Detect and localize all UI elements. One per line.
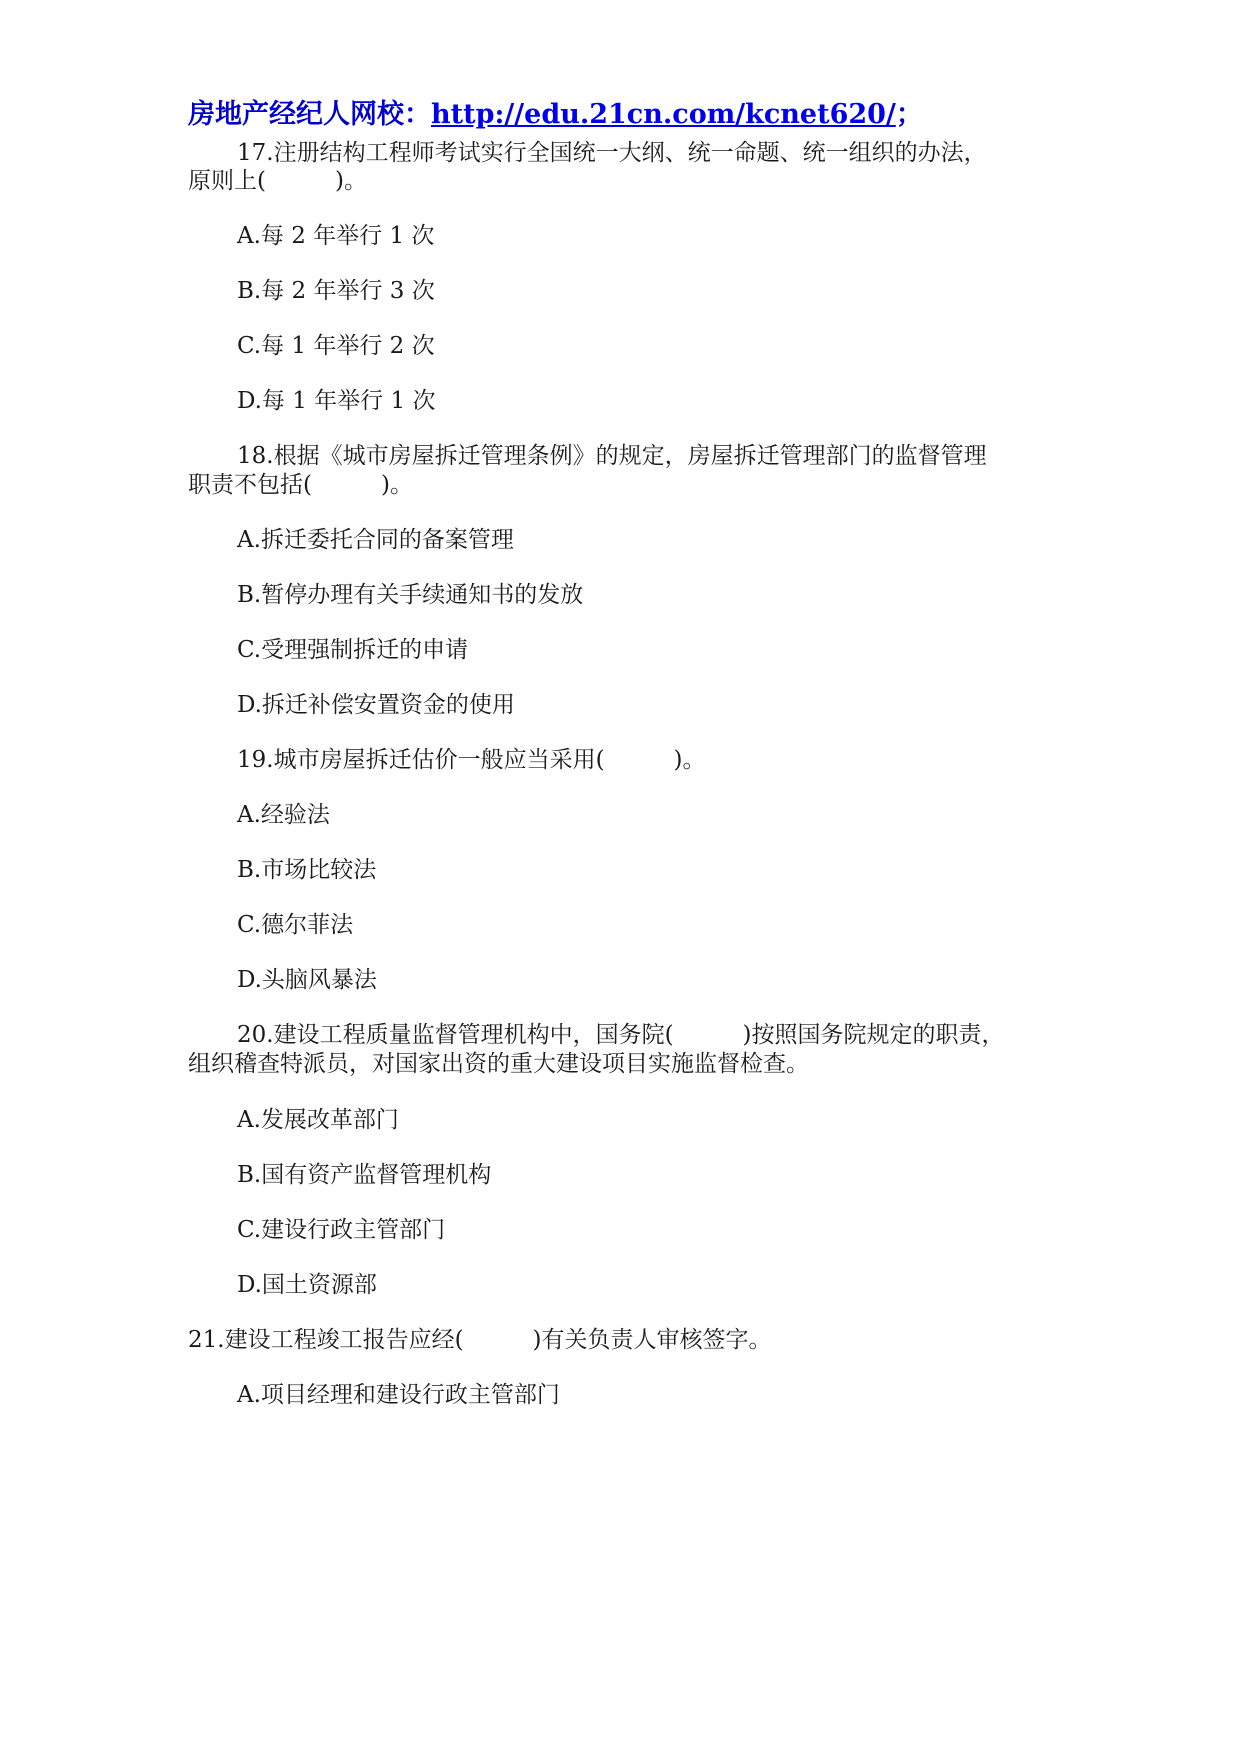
question-20-option-d: D.国土资源部	[237, 1272, 377, 1298]
question-18-line-1: 18.根据《城市房屋拆迁管理条例》的规定，房屋拆迁管理部门的监督管理	[237, 443, 987, 469]
question-20-option-a: A.发展改革部门	[237, 1107, 399, 1133]
question-18-option-d: D.拆迁补偿安置资金的使用	[237, 692, 515, 718]
question-18-option-c: C.受理强制拆迁的申请	[237, 637, 469, 663]
question-19-option-c: C.德尔菲法	[237, 912, 354, 938]
school-link[interactable]: http://edu.21cn.com/kcnet620/	[431, 99, 896, 130]
question-17-option-a: A.每 2 年举行 1 次	[237, 223, 435, 249]
question-19-option-a: A.经验法	[237, 802, 330, 828]
question-17-option-c: C.每 1 年举行 2 次	[237, 333, 435, 359]
header-suffix: ；	[895, 99, 923, 130]
question-17-option-d: D.每 1 年举行 1 次	[237, 388, 436, 414]
question-19-option-d: D.头脑风暴法	[237, 967, 377, 993]
header	[188, 92, 923, 131]
question-19-line-1: 19.城市房屋拆迁估价一般应当采用( )。	[237, 747, 706, 773]
question-20-option-c: C.建设行政主管部门	[237, 1217, 446, 1243]
question-17-line-2: 原则上( )。	[188, 168, 367, 194]
question-20-option-b: B.国有资产监督管理机构	[237, 1162, 492, 1188]
question-18-option-b: B.暂停办理有关手续通知书的发放	[237, 582, 584, 608]
school-name: 房地产经纪人网校：	[188, 99, 431, 130]
question-17-option-b: B.每 2 年举行 3 次	[237, 278, 435, 304]
question-20-line-1: 20.建设工程质量监督管理机构中，国务院( )按照国务院规定的职责，	[237, 1022, 1005, 1048]
question-18-line-2: 职责不包括( )。	[188, 472, 413, 498]
question-21-line-1: 21.建设工程竣工报告应经( )有关负责人审核签字。	[188, 1327, 772, 1353]
question-17-line-1: 17.注册结构工程师考试实行全国统一大纲、统一命题、统一组织的办法，	[237, 140, 987, 166]
question-18-option-a: A.拆迁委托合同的备案管理	[237, 527, 514, 553]
question-21-option-a: A.项目经理和建设行政主管部门	[237, 1382, 560, 1408]
question-20-line-2: 组织稽查特派员，对国家出资的重大建设项目实施监督检查。	[188, 1051, 809, 1077]
question-19-option-b: B.市场比较法	[237, 857, 377, 883]
